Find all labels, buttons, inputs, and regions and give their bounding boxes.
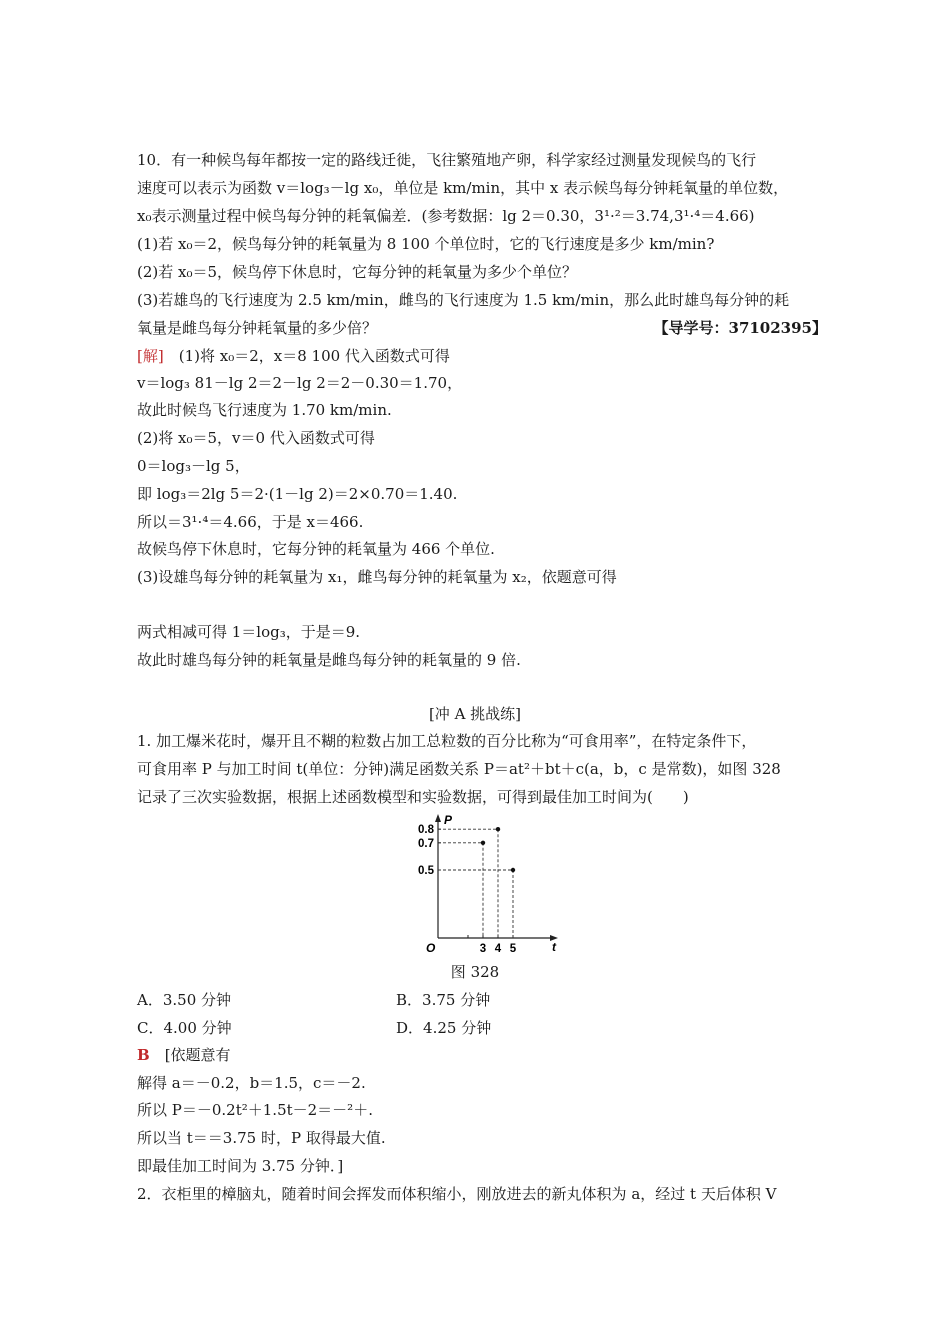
solution10-first: (1)将 x₀＝2，x＝8 100 代入函数式可得 [163,347,450,365]
solution1-line-3: 所以 P＝－0.2t²＋1.5t－2＝－²＋. [137,1101,373,1119]
solution10-line-1 [137,346,450,366]
solution1-line-4: 所以当 t＝＝3.75 时，P 取得最大值. [137,1129,386,1147]
figure-caption: 图 328 [450,963,500,981]
x-axis-label: t [552,940,556,954]
origin-label: O [426,941,436,955]
option-b: B．3.75 分钟 [396,991,491,1009]
figure-328-chart [412,812,562,957]
y-axis-label: P [444,813,453,827]
guide-number: 【导学号：37102395】 [653,319,827,337]
option-a: A．3.50 分钟 [137,991,231,1009]
solution-tag: [解] [137,347,164,365]
solution10-line-6: 即 log₃＝2lg 5＝2·(1－lg 2)＝2×0.70＝1.40. [137,485,458,503]
option-d: D．4.25 分钟 [396,1019,492,1037]
solution1-line-2: 解得 a＝－0.2，b＝1.5，c＝－2. [137,1074,366,1092]
y-tick-label: 0.7 [418,837,434,850]
problem10-line-2: 速度可以表示为函数 v＝log₃－lg x₀，单位是 km/min，其中 x 表示候鸟每分钟耗氧量的单位数， [137,179,789,197]
data-point [496,827,500,831]
problem10-line-6: (3)若雄鸟的飞行速度为 2.5 km/min，雌鸟的飞行速度为 1.5 km/min，那么此时雄鸟每分钟的耗 [137,291,790,309]
option-c: C．4.00 分钟 [137,1019,232,1037]
problem10-line-3: x₀表示测量过程中候鸟每分钟的耗氧偏差．(参考数据：lg 2＝0.30，3¹·²＝3.74,3¹·⁴＝4.66) [137,207,755,225]
x-tick-label: 3 [479,943,487,955]
section-title: [冲 A 挑战练] [428,705,522,723]
problem10-line-4: (1)若 x₀＝2，候鸟每分钟的耗氧量为 8 100 个单位时，它的飞行速度是多少 km/min? [137,235,715,253]
solution10-line-9: (3)设雄鸟每分钟的耗氧量为 x₁，雌鸟每分钟的耗氧量为 x₂，依题意可得 [137,568,617,586]
y-axis-arrow [435,814,441,822]
data-point [481,841,485,845]
answer-letter: B [137,1046,150,1064]
problem2-line-1: 2．衣柜里的樟脑丸，随着时间会挥发而体积缩小，刚放进去的新丸体积为 a，经过 t 天后体积 V [137,1185,777,1203]
problem1-line-3: 记录了三次实验数据，根据上述函数模型和实验数据，可得到最佳加工时间为( ) [137,788,689,806]
solution10-line-8: 故候鸟停下休息时，它每分钟的耗氧量为 466 个单位. [137,540,495,558]
solution1-first: [依题意有 [149,1046,231,1064]
problem10-line-1: 10．有一种候鸟每年都按一定的路线迁徙，飞往繁殖地产卵，科学家经过测量发现候鸟的飞行 [137,151,757,169]
x-tick-label: 5 [509,943,517,955]
solution10-line-4: (2)将 x₀＝5，v＝0 代入函数式可得 [137,429,375,447]
solution10-line-5: 0＝log₃－lg 5， [137,457,250,475]
solution1-line-5: 即最佳加工时间为 3.75 分钟．] [137,1157,344,1175]
solution1-line-1 [137,1045,231,1065]
data-point [511,868,515,872]
x-tick-label: 4 [494,943,502,955]
solution10-line-7: 所以＝3¹·⁴＝4.66，于是 x＝466. [137,513,364,531]
problem10-line-7: 氧量是雌鸟每分钟耗氧量的多少倍？ [137,319,378,337]
y-tick-label: 0.8 [418,824,434,837]
solution10-line-11: 故此时雄鸟每分钟的耗氧量是雌鸟每分钟的耗氧量的 9 倍. [137,651,521,669]
solution10-line-3: 故此时候鸟飞行速度为 1.70 km/min. [137,401,392,419]
problem1-line-2: 可食用率 P 与加工时间 t(单位：分钟)满足函数关系 P＝at²＋bt＋c(a，b，c 是常数)，如图 328 [137,760,781,778]
problem10-line-5: (2)若 x₀＝5，候鸟停下休息时，它每分钟的耗氧量为多少个单位？ [137,263,578,281]
solution10-line-2: v＝log₃ 81－lg 2＝2－lg 2＝2－0.30＝1.70， [137,374,463,392]
y-tick-label: 0.5 [418,865,434,877]
problem1-line-1: 1. 加工爆米花时，爆开且不糊的粒数占加工总粒数的百分比称为“可食用率”，在特定条件下， [137,732,757,750]
solution10-line-10: 两式相减可得 1＝log₃，于是＝9. [137,623,361,641]
